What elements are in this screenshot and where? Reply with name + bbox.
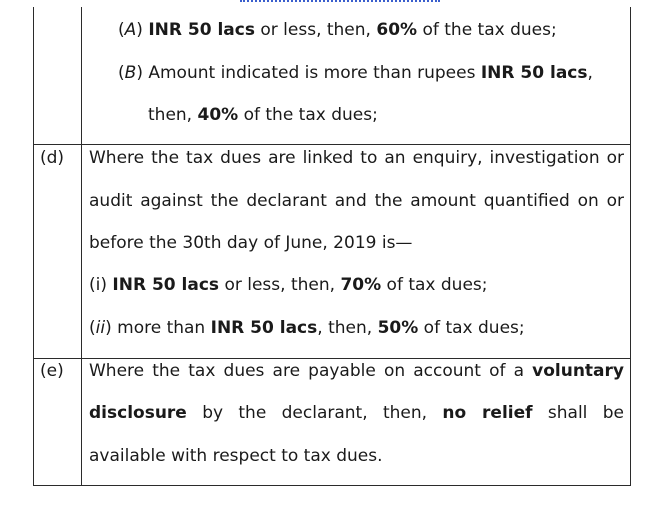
item-ii-text2: , then,: [317, 318, 378, 338]
item-i-amount: INR 50 lacs: [112, 275, 220, 295]
item-i-text1: or less, then,: [219, 275, 341, 295]
item-b-line2-suffix: of the tax dues;: [238, 105, 378, 125]
row-e-line1: [89, 361, 624, 381]
item-b-marker: B: [124, 63, 137, 83]
row-c-item-b-line2: [148, 105, 378, 125]
row-d-line3: before the 30th day of June, 2019 is—: [89, 233, 413, 253]
item-ii-marker: ii: [95, 318, 106, 338]
item-i-marker: (i): [89, 275, 113, 295]
item-a-marker: A: [124, 20, 137, 40]
item-i-percent: 70%: [340, 275, 382, 295]
row-c-item-b-line1: (B) Amount indicated is more than rupees INR 50 lacs,: [118, 63, 593, 83]
row-e-line3: available with respect to tax dues.: [89, 446, 383, 466]
cropped-header-link: [240, 0, 440, 2]
row-e-line2-bold1: disclosure: [89, 403, 187, 423]
item-b-amount: INR 50 lacs: [480, 63, 588, 83]
row-e-line2-text2: shall be: [532, 403, 624, 423]
item-ii-amount: INR 50 lacs: [210, 318, 318, 338]
row-d-item-i: [89, 275, 488, 295]
row-e-line2-text: by the declarant, then,: [186, 403, 443, 423]
row-divider-d-e: [34, 358, 630, 359]
item-ii-text1: more than: [111, 318, 211, 338]
row-d-line2: audit against the declarant and the amount quantified on or: [89, 191, 624, 211]
item-a-amount: INR 50 lacs: [148, 20, 255, 40]
row-e-label: (e): [40, 361, 64, 381]
item-b-line2-prefix: then,: [148, 105, 198, 125]
item-ii-text3: of tax dues;: [418, 318, 525, 338]
item-b-text1: Amount indicated is more than rupees: [142, 63, 481, 83]
row-e-line1-bold: voluntary: [532, 361, 624, 381]
item-a-text1: or less, then,: [254, 20, 377, 40]
item-a-text2: of the tax dues;: [417, 20, 557, 40]
item-b-text2: ,: [587, 63, 593, 83]
row-e-line2: [89, 403, 624, 423]
row-divider-c-d: [34, 144, 630, 145]
item-ii-percent: 50%: [377, 318, 419, 338]
item-b-percent: 40%: [197, 105, 239, 125]
row-e-line2-bold2: no relief: [442, 403, 533, 423]
row-d-label: (d): [40, 148, 65, 168]
provision-table: [33, 7, 631, 486]
item-a-percent: 60%: [376, 20, 418, 40]
row-e-line1-text: Where the tax dues are payable on account of a: [89, 361, 533, 381]
row-d-item-ii: (ii) more than INR 50 lacs, then, 50% of tax dues;: [89, 318, 525, 338]
column-divider: [81, 7, 82, 485]
row-d-line1: Where the tax dues are linked to an enquiry, investigation or: [89, 148, 624, 168]
row-c-item-a: (A) INR 50 lacs or less, then, 60% of the tax dues;: [118, 20, 557, 40]
item-i-text2: of tax dues;: [381, 275, 488, 295]
